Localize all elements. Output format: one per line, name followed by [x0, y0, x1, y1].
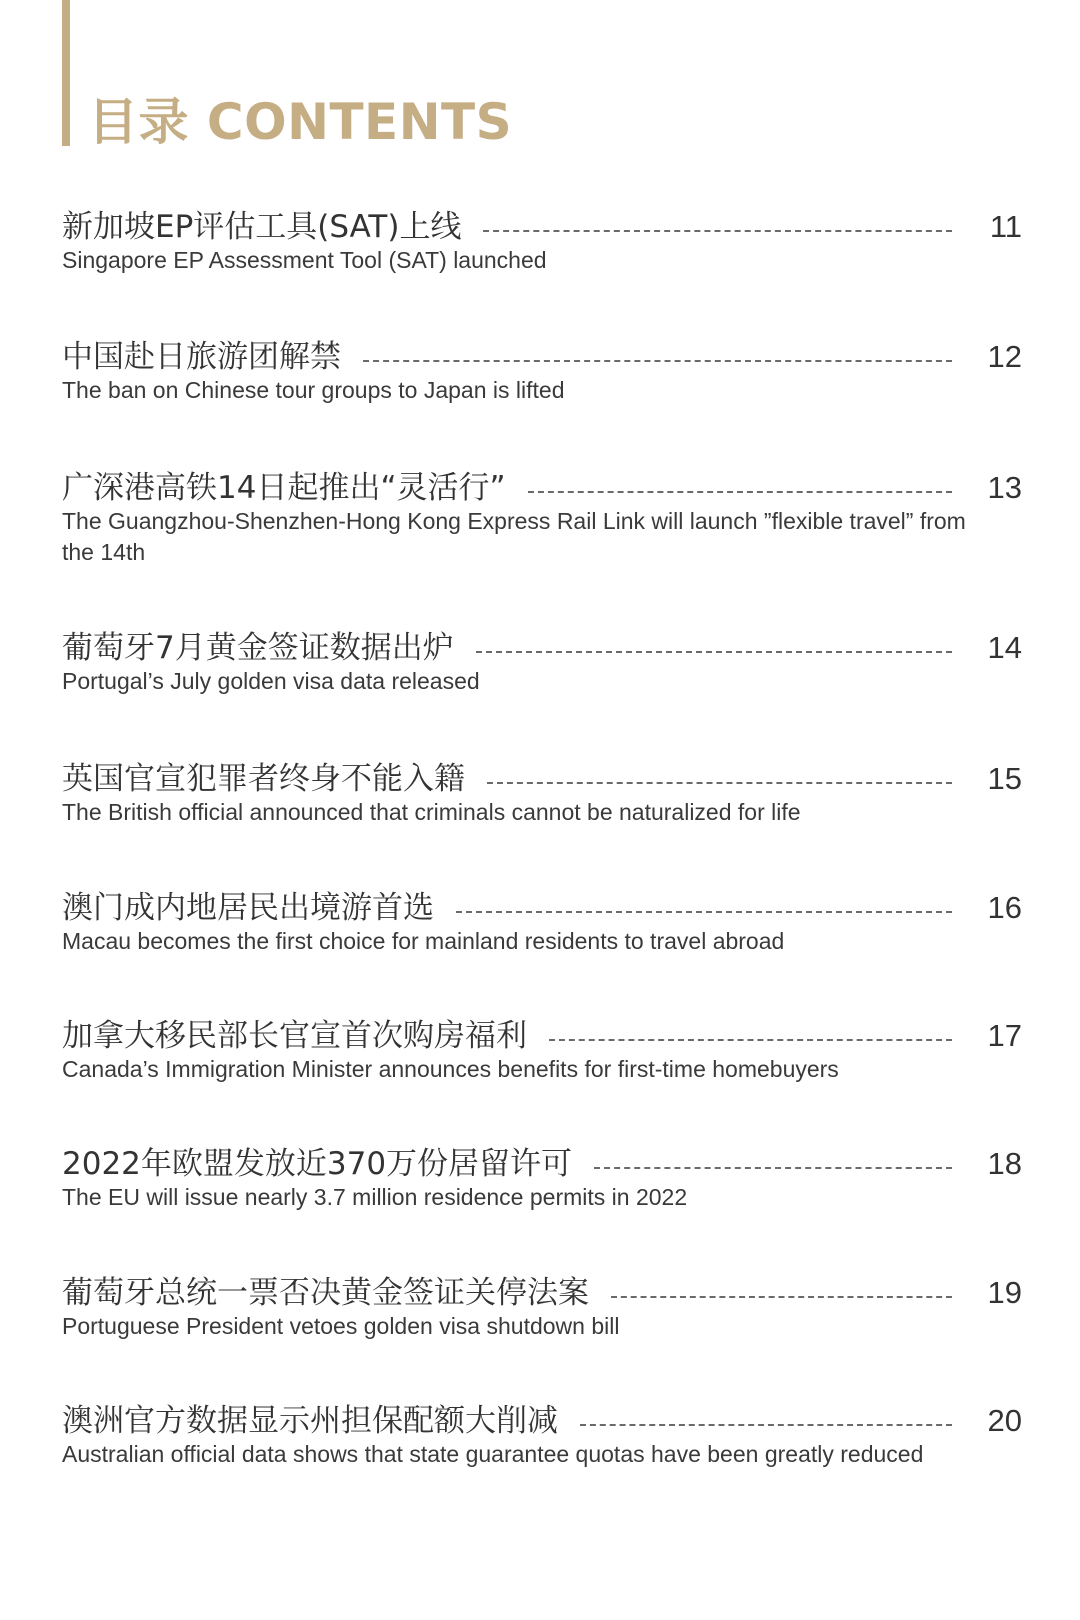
chinese-title: 澳洲官方数据显示州担保配额大削减: [62, 1403, 558, 1439]
toc-entry-header: [62, 886, 1022, 930]
toc-entry[interactable]: [62, 1014, 1022, 1085]
page-number: 12: [987, 339, 1022, 374]
toc-entry[interactable]: [62, 335, 1022, 406]
chinese-title: 澳门成内地居民出境游首选: [62, 890, 434, 926]
toc-entry-header: [62, 626, 1022, 670]
toc-entry[interactable]: [62, 1271, 1022, 1342]
toc-entry-header: [62, 1399, 1022, 1443]
chinese-title: 加拿大移民部长官宣首次购房福利: [62, 1018, 527, 1054]
page-number: 15: [987, 761, 1022, 796]
dotted-leader: [549, 1039, 952, 1041]
dotted-leader: [594, 1167, 952, 1169]
toc-entry[interactable]: [62, 757, 1022, 828]
chinese-title: 2022年欧盟发放近370万份居留许可: [62, 1146, 573, 1182]
page-number: 11: [989, 209, 1022, 244]
toc-entry-header: [62, 335, 1022, 379]
english-title: The EU will issue nearly 3.7 million residence permits in 2022: [62, 1184, 688, 1210]
toc-entry[interactable]: [62, 1142, 1022, 1213]
dotted-leader: [487, 782, 952, 784]
chinese-title: 葡萄牙7月黄金签证数据出炉: [62, 630, 454, 666]
page-number: 19: [987, 1275, 1022, 1310]
toc-entry-header: [62, 1271, 1022, 1315]
chinese-title: 英国官宣犯罪者终身不能入籍: [62, 761, 465, 797]
page-number: 14: [987, 630, 1022, 665]
english-title: Australian official data shows that state guarantee quotas have been greatly reduced: [62, 1441, 924, 1467]
page-title: 目录 CONTENTS: [88, 93, 513, 151]
toc-entry[interactable]: [62, 626, 1022, 697]
page-number: 13: [987, 470, 1022, 505]
dotted-leader: [528, 491, 952, 493]
toc-entry[interactable]: [62, 886, 1022, 957]
english-title: Macau becomes the first choice for mainland residents to travel abroad: [62, 928, 785, 954]
dotted-leader: [580, 1424, 952, 1426]
toc-entry-header: [62, 757, 1022, 801]
english-title: The ban on Chinese tour groups to Japan is lifted: [62, 377, 565, 403]
toc-entry-header: [62, 1142, 1022, 1186]
english-title: Portuguese President vetoes golden visa shutdown bill: [62, 1313, 620, 1339]
chinese-title: 新加坡EP评估工具(SAT)上线: [62, 209, 462, 245]
page-number: 16: [987, 890, 1022, 925]
toc-entry-header: [62, 1014, 1022, 1058]
chinese-title: 葡萄牙总统一票否决黄金签证关停法案: [62, 1275, 589, 1311]
english-title: Canada’s Immigration Minister announces benefits for first-time homebuyers: [62, 1056, 839, 1082]
toc-entry[interactable]: [62, 1399, 1022, 1470]
english-title: Portugal’s July golden visa data released: [62, 668, 480, 694]
dotted-leader: [363, 360, 952, 362]
page-number: 17: [987, 1018, 1022, 1053]
toc-entry-header: [62, 205, 1022, 249]
toc-entry[interactable]: [62, 466, 1022, 568]
english-title: The Guangzhou-Shenzhen-Hong Kong Express Rail Link will launch ”flexible travel” from the 14th: [62, 508, 966, 565]
english-title: The British official announced that criminals cannot be naturalized for life: [62, 799, 801, 825]
dotted-leader: [476, 651, 952, 653]
english-title: Singapore EP Assessment Tool (SAT) launched: [62, 247, 547, 273]
chinese-title: 广深港高铁14日起推出“灵活行”: [62, 470, 506, 506]
chinese-title: 中国赴日旅游团解禁: [62, 339, 341, 375]
toc-entry[interactable]: [62, 205, 1022, 276]
page-number: 18: [987, 1146, 1022, 1181]
dotted-leader: [456, 911, 952, 913]
toc-entry-header: [62, 466, 1022, 510]
page-number: 20: [987, 1403, 1022, 1438]
dotted-leader: [483, 230, 952, 232]
dotted-leader: [611, 1296, 952, 1298]
